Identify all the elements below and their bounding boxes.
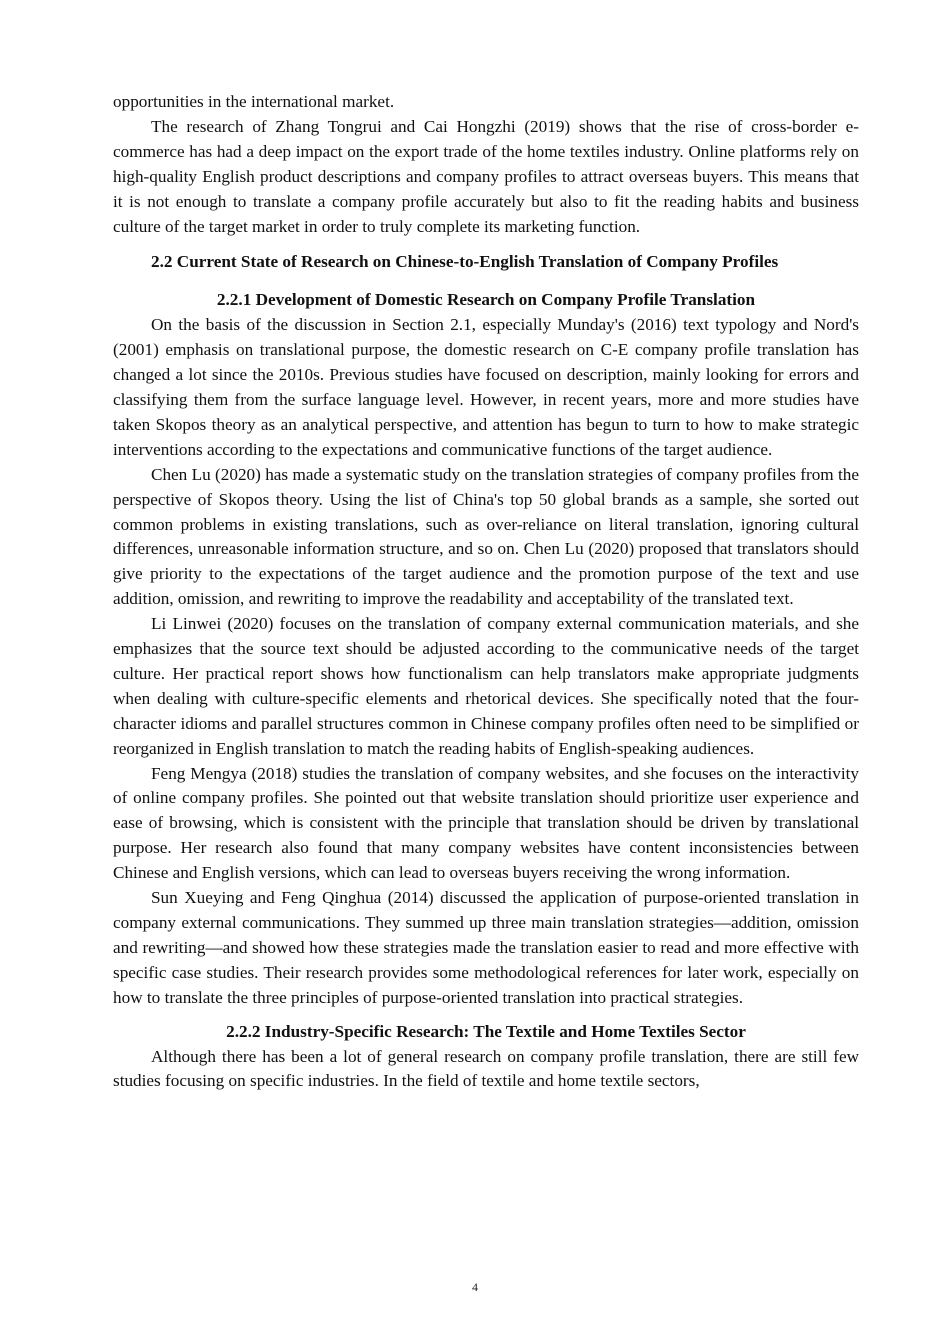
paragraph-continued: opportunities in the international market. xyxy=(113,92,395,111)
page-number: 4 xyxy=(472,1280,478,1294)
paragraph: Although there has been a lot of general research on company profile translation, there are still few studies focusing on specific industries. In the field of textile and home textile sectors, xyxy=(113,1046,859,1091)
paragraph: Sun Xueying and Feng Qinghua (2014) discussed the application of purpose-oriented translation in company external communications. They summed up three main translation strategies—addition, omission and rewriting—and showed how these strategies made the translation easier to read and more effective with specific case studies. Their research provides some methodological references for later work, especially on how to translate the three principles of purpose-oriented translation into practical strategies. xyxy=(113,888,859,1007)
paragraph: Feng Mengya (2018) studies the translation of company websites, and she focuses on the interactivity of online company profiles. She pointed out that website translation should prioritize user experience and ease of browsing, which is consistent with the principle that translation should be driven by translational purpose. Her research also found that many company websites have content inconsistencies between Chinese and English versions, which can lead to overseas buyers receiving the wrong information. xyxy=(113,763,859,883)
paragraph: Li Linwei (2020) focuses on the translation of company external communication materials, and she emphasizes that the source text should be adjusted according to the communicative needs of the target culture. Her practical report shows how functionalism can help translators make appropriate judgments when dealing with culture-specific elements and rhetorical devices. She specifically noted that the four-character idioms and parallel structures common in Chinese company profiles often need to be simplified or reorganized in English translation to match the reading habits of English-speaking audiences. xyxy=(113,614,859,758)
paragraph: The research of Zhang Tongrui and Cai Hongzhi (2019) shows that the rise of cross-border e-commerce has had a deep impact on the export trade of the home textiles industry. Online platforms rely on high-quality English product descriptions and company profiles to attract overseas buyers. This means that it is not enough to translate a company profile accurately but also to fit the reading habits and business culture of the target market in order to truly complete its marketing function. xyxy=(113,116,859,236)
paragraph: On the basis of the discussion in Section 2.1, especially Munday's (2016) text typology and Nord's (2001) emphasis on translational purpose, the domestic research on C-E company profile translation has changed a lot since the 2010s. Previous studies have focused on description, mainly looking for errors and classifying them from the surface language level. However, in recent years, more and more studies have taken Skopos theory as an analytical perspective, and attention has begun to turn to how to make strategic interventions according to the expectations and communicative functions of the target audience. xyxy=(113,315,859,459)
subsection-heading-2-2-1: 2.2.1 Development of Domestic Research on Company Profile Translation xyxy=(216,290,756,310)
paragraph: Chen Lu (2020) has made a systematic study on the translation strategies of company profiles from the perspective of Skopos theory. Using the list of China's top 50 global brands as a sample, she sorted out common problems in existing translations, such as over-reliance on literal translation, ignoring cultural differences, unreasonable information structure, and so on. Chen Lu (2020) proposed that translators should give priority to the expectations of the target audience and the promotion purpose of the text and use addition, omission, and rewriting to improve the readability and acceptability of the translated text. xyxy=(113,464,859,609)
subsection-heading-2-2-2: 2.2.2 Industry-Specific Research: The Textile and Home Textiles Sector xyxy=(226,1021,746,1041)
document-page xyxy=(113,90,859,1094)
section-heading-2-2: 2.2 Current State of Research on Chinese-to-English Translation of Company Profiles xyxy=(151,252,779,272)
